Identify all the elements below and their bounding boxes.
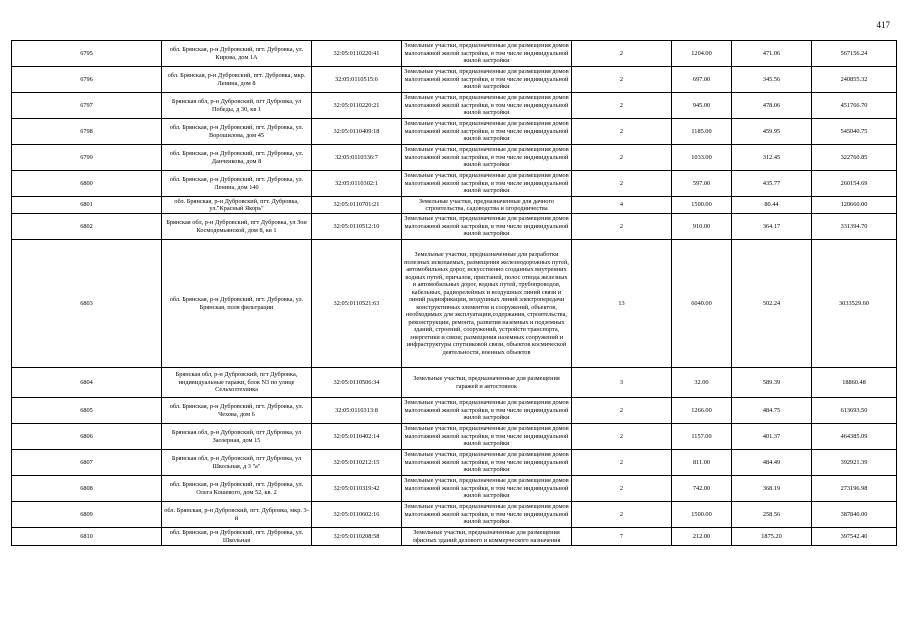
record-area: 811.00 xyxy=(672,450,732,476)
record-cadastral-value: 464385.09 xyxy=(812,424,897,450)
record-unit-price: 401.37 xyxy=(732,424,812,450)
record-number: 6806 xyxy=(12,424,162,450)
record-unit-price: 484.49 xyxy=(732,450,812,476)
record-group: 4 xyxy=(572,197,672,214)
record-address: обл. Брянская, р-н Дубровский, пгт. Дубровка, мкр. 3-й xyxy=(162,502,312,528)
record-address: обл. Брянская, р-н Дубровский, пгт. Дубровка, ул. Олега Кошевого, дом 52, кв. 2 xyxy=(162,476,312,502)
record-cadastral-number: 32:05:0110701:21 xyxy=(312,197,402,214)
record-unit-price: 478.06 xyxy=(732,93,812,119)
record-area: 1157.00 xyxy=(672,424,732,450)
record-cadastral-value: 240855.32 xyxy=(812,67,897,93)
record-cadastral-value: 545040.75 xyxy=(812,119,897,145)
record-group: 2 xyxy=(572,41,672,67)
record-unit-price: 258.56 xyxy=(732,502,812,528)
record-number: 6796 xyxy=(12,67,162,93)
record-group: 2 xyxy=(572,171,672,197)
record-group: 2 xyxy=(572,450,672,476)
table-row xyxy=(12,119,897,145)
record-group: 3 xyxy=(572,368,672,398)
record-unit-price: 471.06 xyxy=(732,41,812,67)
record-area: 910.00 xyxy=(672,214,732,240)
record-address: Брянская обл, р-н Дубровский, пгт Дубровка, индивидуальные гаражи, блок N3 по улице Сельхозтехника xyxy=(162,368,312,398)
record-cadastral-value: 331394.70 xyxy=(812,214,897,240)
record-area: 1500.00 xyxy=(672,197,732,214)
record-group: 2 xyxy=(572,119,672,145)
record-cadastral-value: 260154.69 xyxy=(812,171,897,197)
record-number: 6810 xyxy=(12,528,162,546)
record-cadastral-value: 322760.85 xyxy=(812,145,897,171)
record-land-use: Земельные участки, предназначенные для размещения домов малоэтажной жилой застройки, в том числе индивидуальной жилой застройки xyxy=(402,450,572,476)
record-cadastral-number: 32:05:0110602:16 xyxy=(312,502,402,528)
record-land-use: Земельные участки, предназначенные для размещения домов малоэтажной жилой застройки, в том числе индивидуальной жилой застройки xyxy=(402,171,572,197)
record-group: 2 xyxy=(572,398,672,424)
record-number: 6800 xyxy=(12,171,162,197)
record-land-use: Земельные участки, предназначенные для размещения домов малоэтажной жилой застройки, в том числе индивидуальной жилой застройки xyxy=(402,145,572,171)
record-number: 6799 xyxy=(12,145,162,171)
record-address: обл. Брянская, р-н Дубровский, пгт. Дубровка, ул. Ворошилова, дом 45 xyxy=(162,119,312,145)
record-group: 2 xyxy=(572,502,672,528)
record-address: Брянская обл, р-н Дубровский, пгт Дубровка, ул Победы, д 30, кв 1 xyxy=(162,93,312,119)
record-cadastral-value: 387840.00 xyxy=(812,502,897,528)
table-row xyxy=(12,502,897,528)
record-area: 742.00 xyxy=(672,476,732,502)
record-number: 6795 xyxy=(12,41,162,67)
record-land-use: Земельные участки, предназначенные для размещения домов малоэтажной жилой застройки, в том числе индивидуальной жилой застройки xyxy=(402,67,572,93)
record-address: обл. Брянская, р-н Дубровский, пгт. Дубровка, ул. Брянская, поля фильтрации xyxy=(162,240,312,368)
table-row xyxy=(12,145,897,171)
record-number: 6801 xyxy=(12,197,162,214)
record-area: 1266.00 xyxy=(672,398,732,424)
record-cadastral-number: 32:05:0110302:1 xyxy=(312,171,402,197)
record-area: 697.00 xyxy=(672,67,732,93)
record-cadastral-number: 32:05:0110212:15 xyxy=(312,450,402,476)
record-land-use: Земельные участки, предназначенные для дачного строительства, садоводства и огородничества xyxy=(402,197,572,214)
record-unit-price: 364.17 xyxy=(732,214,812,240)
record-address: Брянская обл, р-н Дубровский, пгт Дубровка, ул Заозерная, дом 15 xyxy=(162,424,312,450)
record-cadastral-number: 32:05:0110506:34 xyxy=(312,368,402,398)
record-cadastral-number: 32:05:0110336:7 xyxy=(312,145,402,171)
table-row xyxy=(12,398,897,424)
record-address: обл. Брянская, р-н Дубровский, пгт. Дубровка, ул."Красный Якорь" xyxy=(162,197,312,214)
record-area: 945.00 xyxy=(672,93,732,119)
record-cadastral-value: 18860.48 xyxy=(812,368,897,398)
record-number: 6804 xyxy=(12,368,162,398)
record-area: 597.00 xyxy=(672,171,732,197)
record-number: 6809 xyxy=(12,502,162,528)
table-row xyxy=(12,197,897,214)
record-cadastral-value: 273196.98 xyxy=(812,476,897,502)
table-row xyxy=(12,368,897,398)
record-land-use: Земельные участки, предназначенные для размещения домов малоэтажной жилой застройки, в том числе индивидуальной жилой застройки xyxy=(402,424,572,450)
record-address: обл. Брянская, р-н Дубровский, пгт. Дубровка, мкр. Ленина, дом 8 xyxy=(162,67,312,93)
record-unit-price: 502.24 xyxy=(732,240,812,368)
record-unit-price: 368.19 xyxy=(732,476,812,502)
record-address: обл. Брянская, р-н Дубровский, пгт. Дубровка, ул. Чехова, дом 6 xyxy=(162,398,312,424)
record-land-use: Земельные участки, предназначенные для размещения домов малоэтажной жилой застройки, в том числе индивидуальной жилой застройки xyxy=(402,214,572,240)
record-cadastral-number: 32:05:0110515:6 xyxy=(312,67,402,93)
record-unit-price: 312.45 xyxy=(732,145,812,171)
record-land-use: Земельные участки, предназначенные для размещения домов малоэтажной жилой застройки, в том числе индивидуальной жилой застройки xyxy=(402,476,572,502)
record-cadastral-value: 392921.39 xyxy=(812,450,897,476)
record-area: 1185.00 xyxy=(672,119,732,145)
record-unit-price: 345.56 xyxy=(732,67,812,93)
record-land-use: Земельные участки, предназначенные для разработки полезных ископаемых, размещения железнодорожных путей, автомобильных дорог, искусственно созданных внутренних водных путей, причалов, пристаней, полос отвода железных и автомобильных дорог, водных путей, трубопроводов, кабельных, радиорелейных и воздушных линий связи и линий радиофикации, воздушных линий электропередачи конструктивных элементов и сооружений, объектов, необходимых для эксплуатации,содержания, строительства, реконструкции, ремонта, развития наземных и подземных зданий, строений, сооружений, устройств транспорта, энергетики и связи; размещения наземных сооружений и инфраструктуры спутниковой связи, объектов космической деятельности, военных объектов xyxy=(402,240,572,368)
record-address: обл. Брянская, р-н Дубровский, пгт. Дубровка, ул. Школьная xyxy=(162,528,312,546)
record-number: 6798 xyxy=(12,119,162,145)
record-cadastral-value: 3033529.60 xyxy=(812,240,897,368)
record-number: 6805 xyxy=(12,398,162,424)
record-address: обл. Брянская, р-н Дубровский, пгт. Дубровка, ул. Ленина, дом 140 xyxy=(162,171,312,197)
page-number: 417 xyxy=(876,20,890,30)
record-cadastral-number: 32:05:0110220:21 xyxy=(312,93,402,119)
record-unit-price: 80.44 xyxy=(732,197,812,214)
record-area: 1204.00 xyxy=(672,41,732,67)
record-area: 1033.00 xyxy=(672,145,732,171)
record-group: 2 xyxy=(572,67,672,93)
record-unit-price: 484.75 xyxy=(732,398,812,424)
record-number: 6797 xyxy=(12,93,162,119)
record-unit-price: 435.77 xyxy=(732,171,812,197)
record-group: 2 xyxy=(572,145,672,171)
cadastral-value-table xyxy=(11,40,897,546)
record-number: 6802 xyxy=(12,214,162,240)
table-row xyxy=(12,240,897,368)
record-cadastral-number: 32:05:0110512:10 xyxy=(312,214,402,240)
table-row xyxy=(12,528,897,546)
table-row xyxy=(12,450,897,476)
table-row xyxy=(12,424,897,450)
record-cadastral-number: 32:05:0110319:42 xyxy=(312,476,402,502)
record-cadastral-value: 613693.50 xyxy=(812,398,897,424)
record-cadastral-number: 32:05:0110313:8 xyxy=(312,398,402,424)
record-unit-price: 1875.20 xyxy=(732,528,812,546)
record-area: 1500.00 xyxy=(672,502,732,528)
record-cadastral-number: 32:05:0110208:58 xyxy=(312,528,402,546)
table-row xyxy=(12,67,897,93)
record-land-use: Земельные участки, предназначенные для размещения гаражей и автостоянок xyxy=(402,368,572,398)
table-row xyxy=(12,41,897,67)
record-group: 2 xyxy=(572,93,672,119)
record-group: 7 xyxy=(572,528,672,546)
record-land-use: Земельные участки, предназначенные для размещения домов малоэтажной жилой застройки, в том числе индивидуальной жилой застройки xyxy=(402,93,572,119)
record-number: 6803 xyxy=(12,240,162,368)
record-address: обл. Брянская, р-н Дубровский, пгт. Дубровка, ул. Данченкова, дом 8 xyxy=(162,145,312,171)
record-cadastral-value: 120660.00 xyxy=(812,197,897,214)
record-land-use: Земельные участки, предназначенные для размещения офисных зданий делового и коммерческого назначения xyxy=(402,528,572,546)
record-cadastral-value: 451766.70 xyxy=(812,93,897,119)
record-address: Брянская обл, р-н Дубровский, пгт Дубровка, ул Зои Космодемьянской, дом 8, кв 1 xyxy=(162,214,312,240)
record-unit-price: 589.39 xyxy=(732,368,812,398)
record-land-use: Земельные участки, предназначенные для размещения домов малоэтажной жилой застройки, в том числе индивидуальной жилой застройки xyxy=(402,398,572,424)
record-group: 13 xyxy=(572,240,672,368)
record-number: 6808 xyxy=(12,476,162,502)
record-group: 2 xyxy=(572,214,672,240)
record-unit-price: 459.95 xyxy=(732,119,812,145)
record-address: обл. Брянская, р-н Дубровский, пгт. Дубровка, ул. Кирова, дом 1А xyxy=(162,41,312,67)
record-land-use: Земельные участки, предназначенные для размещения домов малоэтажной жилой застройки, в том числе индивидуальной жилой застройки xyxy=(402,502,572,528)
table-row xyxy=(12,476,897,502)
record-group: 2 xyxy=(572,424,672,450)
table-row xyxy=(12,171,897,197)
record-group: 2 xyxy=(572,476,672,502)
record-land-use: Земельные участки, предназначенные для размещения домов малоэтажной жилой застройки, в том числе индивидуальной жилой застройки xyxy=(402,41,572,67)
record-cadastral-number: 32:05:0110521:63 xyxy=(312,240,402,368)
record-area: 6040.00 xyxy=(672,240,732,368)
record-area: 212.00 xyxy=(672,528,732,546)
record-cadastral-value: 397542.40 xyxy=(812,528,897,546)
record-area: 32.00 xyxy=(672,368,732,398)
table-row xyxy=(12,93,897,119)
record-cadastral-number: 32:05:0110402:14 xyxy=(312,424,402,450)
record-number: 6807 xyxy=(12,450,162,476)
record-cadastral-value: 567156.24 xyxy=(812,41,897,67)
record-land-use: Земельные участки, предназначенные для размещения домов малоэтажной жилой застройки, в том числе индивидуальной жилой застройки xyxy=(402,119,572,145)
record-address: Брянская обл, р-н Дубровский, пгт Дубровка, ул Школьная, д 3 "а" xyxy=(162,450,312,476)
record-cadastral-number: 32:05:0110220:41 xyxy=(312,41,402,67)
record-cadastral-number: 32:05:0110409:18 xyxy=(312,119,402,145)
table-row xyxy=(12,214,897,240)
